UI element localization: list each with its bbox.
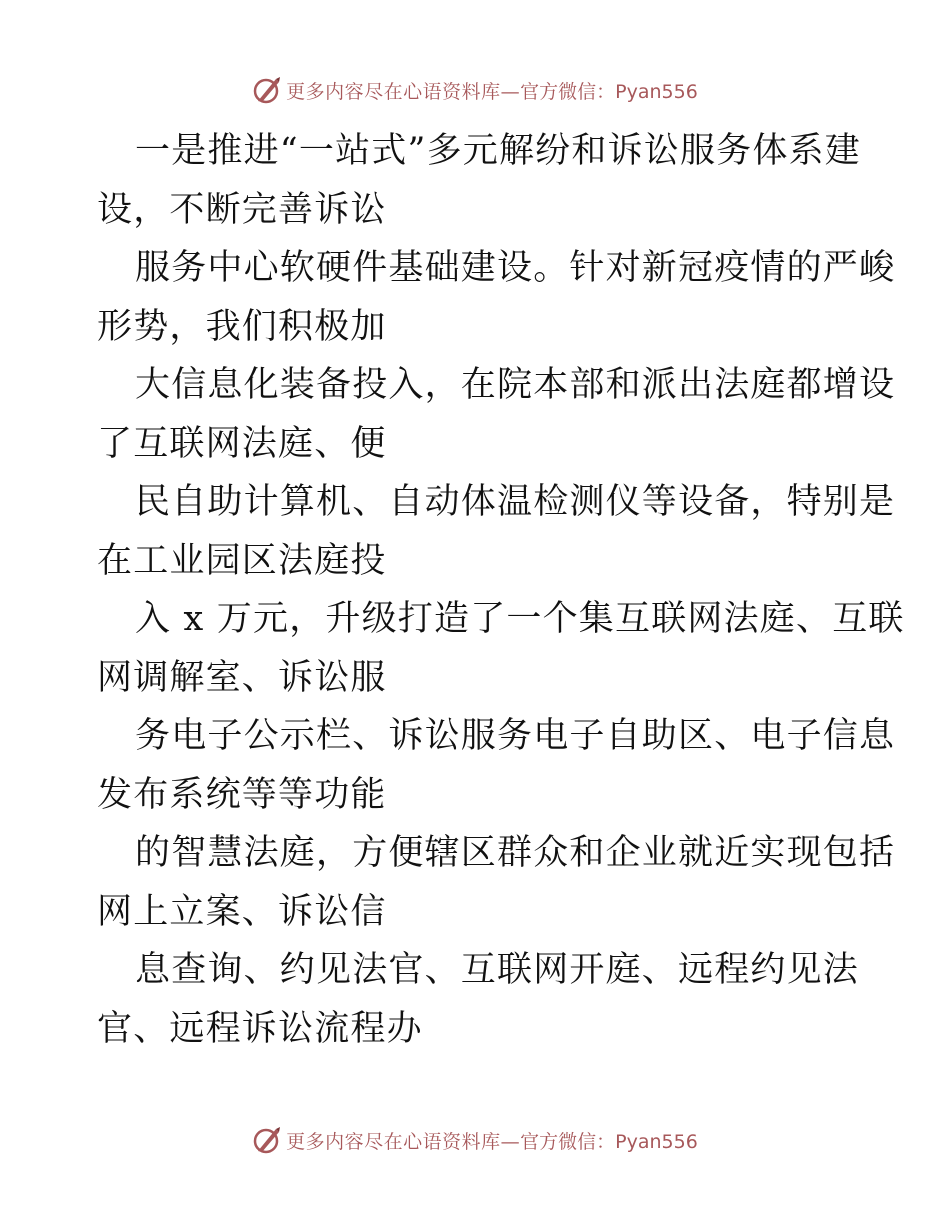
paragraph-line: 大信息化装备投入，在院本部和派出法庭都增设 <box>135 365 896 405</box>
footer-watermark-text: 更多内容尽在心语资料库— <box>286 1130 521 1153</box>
document-body <box>97 122 905 1058</box>
header-watermark-wechat: 官方微信：Pyan556 <box>520 80 698 103</box>
footer-watermark <box>0 1120 950 1160</box>
footer-watermark-wechat: 官方微信：Pyan556 <box>520 1130 698 1153</box>
header-watermark <box>0 70 950 110</box>
paragraph-line: 服务中心软硬件基础建设。针对新冠疫情的严峻 <box>135 248 896 288</box>
paragraph-line: 务电子公示栏、诉讼服务电子自助区、电子信息 <box>135 716 896 756</box>
header-watermark-text: 更多内容尽在心语资料库— <box>286 80 521 103</box>
paragraph-line: 网上立案、诉讼信 <box>97 891 387 932</box>
paragraph-line: 息查询、约见法官、互联网开庭、远程约见法 <box>135 950 860 990</box>
paragraph-line: 官、远程诉讼流程办 <box>97 1008 423 1049</box>
paragraph-line: 网调解室、诉讼服 <box>97 657 387 698</box>
paragraph-line: 发布系统等等功能 <box>97 774 387 815</box>
paragraph-line: 了互联网法庭、便 <box>97 423 387 464</box>
paragraph-line: 民自助计算机、自动体温检测仪等设备，特别是 <box>135 482 896 522</box>
paragraph-line: 形势，我们积极加 <box>97 306 387 347</box>
paragraph-line: 入 x 万元，升级打造了一个集互联网法庭、互联 <box>135 599 905 639</box>
quill-pen-logo-icon <box>252 75 282 105</box>
paragraph-line: 一是推进“一站式”多元解纷和诉讼服务体系建 <box>135 131 861 171</box>
paragraph-line: 的智慧法庭，方便辖区群众和企业就近实现包括 <box>135 833 896 873</box>
paragraph-line: 设，不断完善诉讼 <box>97 189 387 230</box>
paragraph-line: 在工业园区法庭投 <box>97 540 387 581</box>
quill-pen-logo-icon <box>252 1125 282 1155</box>
